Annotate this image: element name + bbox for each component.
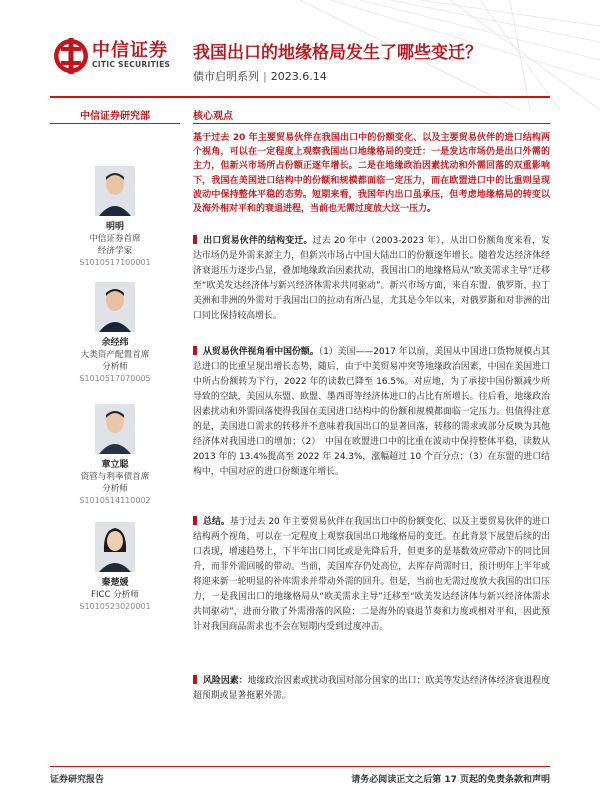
report-date: 2023.6.14 [270,70,327,83]
report-title: 我国出口的地缘格局发生了哪些变迁？ [193,43,482,63]
analyst-card [50,404,180,507]
bullet-text: 基于过去 20 年主要贸易伙伴在我国出口中的份额变化、以及主要贸易伙伴的进口结构两个视角，可以在一定程度上观察我国出口地缘格局的变迁。在此背景下展望后续的出口表现，增速趋势上，下半年出口同比或是先降后升，但更多的是基数效应带动下的同比回升，而非外需回暖的带动。当前，美国库存仍处高位，去库存尚需时日，预计明年上半年或将迎来新一轮明显的补库需求并带动外需的回升。但是，当前也无需过度放大我国的出口压力，一是我国出口的地缘格局从“欧美需求主导”迁移至“欧美发达经济体与新兴经济体需求共同驱动”，进而分散了外需滑落的风险；二是海外的衰退节奏和力度或相对平和，因此预计对我国商品需求也不会在短期内受到过度冲击。 [193,517,551,632]
bullet-paragraph [193,234,550,324]
report-meta [193,68,327,84]
footer-disclaimer: 请务必阅读正文之后第 17 页起的免责条款和声明 [351,775,550,785]
avatar [95,404,135,454]
bullet-lead: 从贸易伙伴视角看中国份额。 [203,347,319,357]
analyst-name: 余经纬 [101,338,129,348]
bullet-lead: 风险因素： [203,676,248,686]
bullet-paragraph [193,345,550,480]
bullet-text: 过去 20 年中（2003-2023 年），从出口份额角度来看，发达市场仍是外需来源主力，但新兴市场占中国大陆出口的份额逐年增长。随着发达经济体经济衰退压力逐步凸显，叠加地缘政治因素扰动，我国出口的地缘格局从“欧美需求主导”迁移至“欧美发达经济体与新兴经济体需求共同驱动”。新兴市场方面，来自东盟、俄罗斯、拉丁美洲和非洲的外需对于我国出口的拉动有所凸显，尤其是今年以来，对俄罗斯和对非洲的出口同比保持较高增长。 [193,236,551,321]
analyst-cert-number: S1010517070005 [79,374,151,383]
right-heading-rule [193,123,550,124]
report-series: 债市启明系列 [193,70,259,83]
analyst-card [50,282,180,385]
meta-separator: | [263,70,267,83]
avatar [95,522,135,572]
analyst-card [50,522,180,613]
bullet-text: （1）美国——2017 年以前，美国从中国进口货物规模占其总进口的比重呈现出增长态势，随后，由于中美贸易冲突等地缘政治因素，中国在美国进口中所占份额转为下行，2022 年的读数已降至 16.5%。对应地，为了承接中国份额减少所导致的空缺，美国从东盟、欧盟、墨西哥等经济体进口的占比有所增长。往后看，地缘政治因素扰动和外需回落使得我国在美国进口结构中的份额和规模都面临一定压力。但值得注意的是，美国进口需求的转移并不意味着我国出口的显著回落，转移的需求或部分反映为其他经济体对我国进口的增加；（2） 中国在欧盟进口中的比重在波动中保持整体平稳，读数从 2013 年的 13.4%提高至 2022 年 24.3%，涨幅超过 10 个百分点；（3）在东盟的进口结构中，中国对应的进口份额逐年增长。 [193,347,551,477]
bullet-marker [193,235,197,244]
analyst-name: 明明 [105,222,124,232]
analyst-card [50,166,180,269]
analyst-name: 章立聪 [101,460,129,470]
analyst-role: 大类资产配置首席 [80,350,150,360]
analyst-role: FICC 分析师 [91,590,139,600]
footer-rule [50,766,550,767]
analyst-cert-number: S1010523020001 [79,602,151,611]
footer-report-type: 证券研究报告 [50,775,105,785]
bullet-lead: 出口贸易伙伴的结构变迁。 [203,236,313,246]
bullet-marker [193,346,197,355]
research-dept-heading: 中信证券研究部 [80,111,150,122]
header-rule [50,96,550,98]
left-heading-rule [50,123,180,124]
analyst-role: 中信证券首席 [89,234,141,244]
analyst-role: 资管与利率债首席 [80,472,150,482]
bullet-paragraph [193,674,550,704]
analyst-role: 经济学家 [97,246,133,256]
bullet-text: 地缘政治因素或扰动我国对部分国家的出口；欧美等发达经济体经济衰退程度超预期或显著拖累外需。 [193,676,551,701]
analyst-cert-number: S1010517100001 [79,258,151,267]
analyst-role: 分析师 [102,362,128,372]
brand-name-en: CITIC SECURITIES [92,60,171,69]
avatar [95,166,135,216]
bullet-marker [193,516,197,525]
bullet-lead: 总结。 [203,517,230,527]
analyst-role: 分析师 [102,484,128,494]
avatar [95,282,135,332]
bullet-paragraph [193,515,550,635]
summary-paragraph: 基于过去 20 年主要贸易伙伴在我国出口中的份额变化、以及主要贸易伙伴的进口结构两个视角，可以在一定程度上观察我国出口地缘格局的变迁：一是发达市场仍是出口外需的主力，但新兴市场所占份额正逐年增长。二是在地缘政治因素扰动和外需回落的双重影响下，我国在美国进口结构中的份额和规模都面临一定压力，而在欧盟进口中的比重则呈现波动中保持整体平稳的态势。短期来看，我国年内出口虽承压，但考虑地缘格局的转变以及海外相对平和的衰退进程，当前也无需过度放大这一压力。 [193,133,550,215]
key-points-heading: 核心观点 [193,111,233,122]
analyst-cert-number: S1010514110002 [79,496,151,505]
bullet-marker [193,675,197,684]
analyst-name: 秦楚媛 [101,578,129,588]
brand-name-cn: 中信证券 [92,40,168,61]
